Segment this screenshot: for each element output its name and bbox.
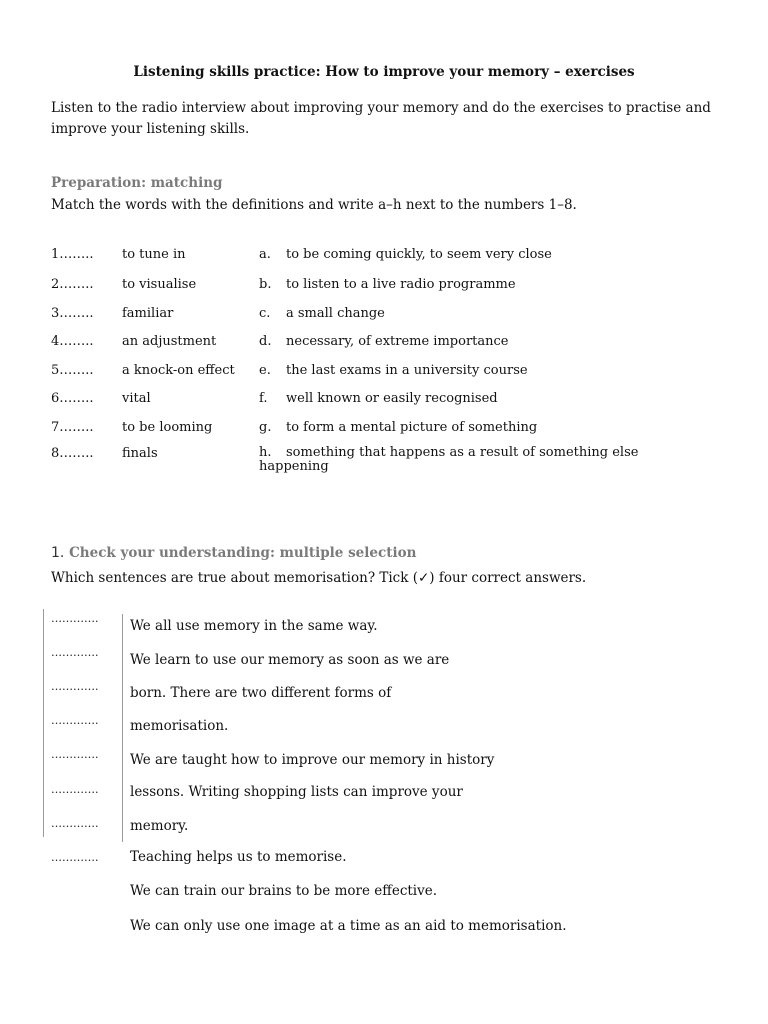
match-number: 5……..	[51, 363, 94, 378]
match-word: familiar	[122, 306, 174, 321]
tick-answer-blank-7[interactable]: ………….	[51, 817, 99, 830]
column-divider-left	[43, 609, 44, 837]
statement-line-1: We all use memory in the same way.	[130, 618, 378, 634]
match-row-5	[51, 363, 731, 383]
statement-line-6: lessons. Writing shopping lists can improve your	[130, 784, 463, 800]
tick-answer-blank-3[interactable]: ………….	[51, 680, 99, 693]
section1-number: 1.	[51, 545, 65, 561]
statement-line-10: We can only use one image at a time as an aid to memorisation.	[130, 918, 567, 934]
match-row-4	[51, 334, 731, 354]
preparation-instruction: Match the words with the definitions and write a–h next to the numbers 1–8.	[51, 197, 577, 213]
section1-instruction: Which sentences are true about memorisation? Tick (✓) four correct answers.	[51, 570, 587, 586]
match-row-6	[51, 391, 731, 411]
tick-answer-blank-5[interactable]: ………….	[51, 748, 99, 761]
column-divider-right	[122, 614, 123, 842]
statement-line-4: memorisation.	[130, 718, 229, 734]
match-definition: the last exams in a university course	[286, 363, 528, 378]
match-number: 3……..	[51, 306, 94, 321]
match-definition: a small change	[286, 306, 385, 321]
match-word: to tune in	[122, 247, 186, 262]
match-word: a knock-on effect	[122, 363, 235, 378]
match-number: 8……..	[51, 446, 94, 461]
match-number: 1……..	[51, 247, 94, 262]
section1-heading	[51, 545, 416, 561]
match-letter: g.	[259, 420, 272, 435]
statement-line-2: We learn to use our memory as soon as we are	[130, 652, 450, 668]
match-definition: necessary, of extreme importance	[286, 334, 509, 349]
match-word: vital	[122, 391, 151, 406]
match-word: an adjustment	[122, 334, 217, 349]
preparation-heading: Preparation: matching	[51, 175, 223, 191]
tick-answer-blank-6[interactable]: ………….	[51, 783, 99, 796]
statement-line-5: We are taught how to improve our memory in history	[130, 752, 495, 768]
match-letter: d.	[259, 334, 272, 349]
match-number: 4……..	[51, 334, 94, 349]
match-letter: e.	[259, 363, 271, 378]
match-definition-wrapped	[259, 446, 689, 474]
match-letter: b.	[259, 277, 272, 292]
statement-line-8: Teaching helps us to memorise.	[130, 849, 347, 865]
match-row-3	[51, 306, 731, 326]
match-number: 7……..	[51, 420, 94, 435]
tick-answer-blank-8[interactable]: ………….	[51, 851, 99, 864]
page-title: Listening skills practice: How to improve your memory – exercises	[133, 64, 635, 80]
match-letter: a.	[259, 247, 271, 262]
match-definition: to form a mental picture of something	[286, 420, 538, 435]
match-definition: to listen to a live radio programme	[286, 277, 516, 292]
match-number: 6……..	[51, 391, 94, 406]
tick-answer-blank-1[interactable]: ………….	[51, 612, 99, 625]
match-definition: well known or easily recognised	[286, 391, 498, 406]
match-letter: h.	[259, 445, 272, 460]
statement-line-9: We can train our brains to be more effective.	[130, 883, 438, 899]
match-word: finals	[122, 446, 158, 461]
match-word: to be looming	[122, 420, 213, 435]
tick-answer-blank-4[interactable]: ………….	[51, 714, 99, 727]
match-number: 2……..	[51, 277, 94, 292]
match-row-8	[51, 446, 731, 478]
section1-heading-text: Check your understanding: multiple selection	[69, 545, 417, 561]
statement-line-3: born. There are two different forms of	[130, 685, 392, 701]
match-row-7	[51, 420, 731, 440]
match-letter: f.	[259, 391, 268, 406]
intro-paragraph: Listen to the radio interview about improving your memory and do the exercises to practise and improve your listening skills.	[51, 100, 711, 137]
match-definition: something that happens as a result of something else happening	[259, 445, 639, 474]
match-row-2	[51, 277, 731, 297]
match-definition: to be coming quickly, to seem very close	[286, 247, 552, 262]
tick-answer-blank-2[interactable]: ………….	[51, 646, 99, 659]
statement-line-7: memory.	[130, 818, 189, 834]
match-row-1	[51, 247, 731, 267]
match-letter: c.	[259, 306, 271, 321]
match-word: to visualise	[122, 277, 197, 292]
